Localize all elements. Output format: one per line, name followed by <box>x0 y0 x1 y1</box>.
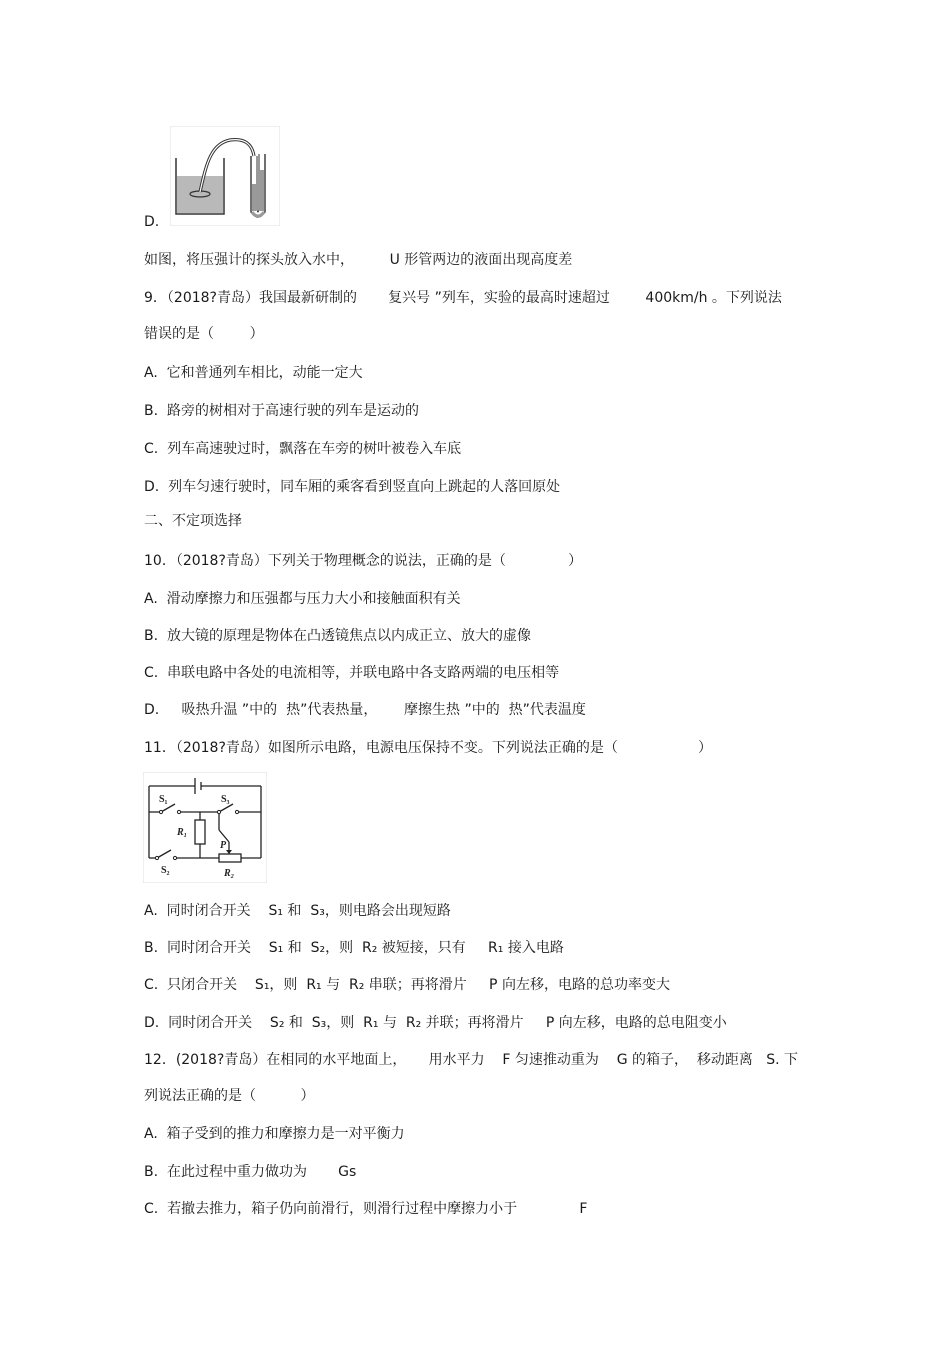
label-r1: R₁ <box>177 827 188 838</box>
label-s1: S₁ <box>159 794 168 805</box>
section-title: 二、不定项选择 <box>144 513 242 529</box>
q9-option-d: D. 列车匀速行驶时，同车厢的乘客看到竖直向上跳起的人落回原处 <box>144 479 561 495</box>
q10-option-d: D. 吸热升温 ”中的 热”代表热量， 摩擦生热 ”中的 热”代表温度 <box>144 702 586 718</box>
q9-option-b: B. 路旁的树相对于高速行驶的列车是运动的 <box>144 403 419 419</box>
q9-stem-line2: 错误的是（ ） <box>144 326 264 342</box>
q8-caption: 如图，将压强计的探头放入水中， U 形管两边的液面出现高度差 <box>144 252 573 268</box>
q9-option-c: C. 列车高速驶过时，飘落在车旁的树叶被卷入车底 <box>144 441 462 457</box>
label-s3: S₃ <box>221 794 230 805</box>
q11-stem: 11．（2018?青岛）如图所示电路，电源电压保持不变。下列说法正确的是（ ） <box>144 740 712 756</box>
pressure-gauge-figure <box>170 126 280 226</box>
q8-option-d-label: D. <box>144 214 160 230</box>
circuit-diagram <box>143 772 267 883</box>
q10-stem: 10．（2018?青岛）下列关于物理概念的说法，正确的是（ ） <box>144 553 583 569</box>
q12-option-b: B. 在此过程中重力做功为 Gs <box>144 1164 357 1180</box>
q10-option-a: A. 滑动摩擦力和压强都与压力大小和接触面积有关 <box>144 591 461 607</box>
q10-option-b: B. 放大镜的原理是物体在凸透镜焦点以内成正立、放大的虚像 <box>144 628 531 644</box>
q12-stem-line2: 列说法正确的是（ ） <box>144 1088 315 1104</box>
q10-option-c: C. 串联电路中各处的电流相等，并联电路中各支路两端的电压相等 <box>144 665 560 681</box>
q11-option-a: A. 同时闭合开关 S₁ 和 S₃，则电路会出现短路 <box>144 903 451 919</box>
q12-option-c: C. 若撤去推力，箱子仍向前滑行，则滑行过程中摩擦力小于 F <box>144 1201 588 1217</box>
q9-option-a: A. 它和普通列车相比，动能一定大 <box>144 365 363 381</box>
q11-option-d: D. 同时闭合开关 S₂ 和 S₃，则 R₁ 与 R₂ 并联；再将滑片 P 向左移，电路的总电阻变小 <box>144 1015 727 1031</box>
q11-option-b: B. 同时闭合开关 S₁ 和 S₂，则 R₂ 被短接，只有 R₁ 接入电路 <box>144 940 564 956</box>
label-s2: S₂ <box>161 865 170 876</box>
label-p: P <box>220 840 227 851</box>
q9-stem-line1: 9．（2018?青岛）我国最新研制的 复兴号 ”列车，实验的最高时速超过 400km/h 。下列说法 <box>144 290 782 306</box>
q12-stem-line1: 12．(2018?青岛）在相同的水平地面上， 用水平力 F 匀速推动重为 G 的箱子， 移动距离 S. 下 <box>144 1052 799 1068</box>
label-r2: R₂ <box>224 868 235 879</box>
q11-option-c: C. 只闭合开关 S₁，则 R₁ 与 R₂ 串联；再将滑片 P 向左移，电路的总功率变大 <box>144 977 670 993</box>
q12-option-a: A. 箱子受到的推力和摩擦力是一对平衡力 <box>144 1126 405 1142</box>
